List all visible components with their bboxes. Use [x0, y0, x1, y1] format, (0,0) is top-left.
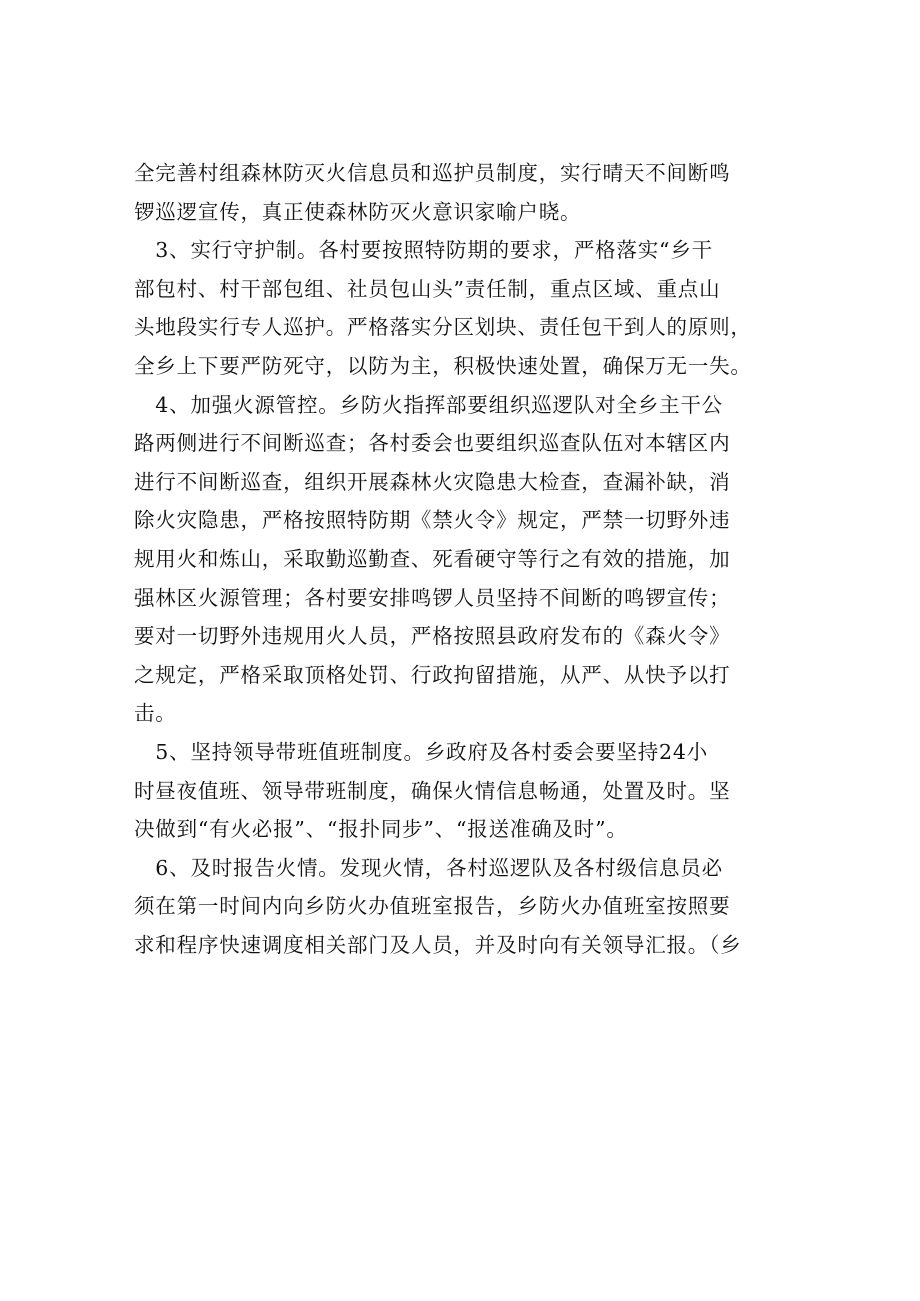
text-line: 部包村、村干部包组、社员包山头”责任制，重点区域、重点山 [134, 276, 721, 301]
text-line: 4、加强火源管控。乡防火指挥部要组织巡逻队对全乡主干公 [134, 392, 723, 417]
text-line: 之规定，严格采取顶格处罚、行政拘留措施，从严、从快予以打 [134, 662, 731, 687]
text-line: 全乡上下要严防死守，以防为主，积极快速处置，确保万无一失。 [134, 353, 752, 378]
text-line: 5、坚持领导带班值班制度。乡政府及各村委会要坚持24小 [134, 739, 709, 764]
text-line: 全完善村组森林防灭火信息员和巡护员制度，实行晴天不间断鸣 [134, 161, 731, 185]
text-line: 要对一切野外违规用火人员，严格按照县政府发布的《森火令》 [134, 624, 731, 649]
text-line: 路两侧进行不间断巡查；各村委会也要组织巡查队伍对本辖区内 [134, 431, 731, 456]
text-line: 头地段实行专人巡护。严格落实分区划块、责任包干到人的原则， [134, 315, 752, 340]
text-line: 进行不间断巡查，组织开展森林火灾隐患大检查，查漏补缺，消 [134, 469, 731, 494]
text-line: 6、及时报告火情。发现火情，各村巡逻队及各村级信息员必 [134, 855, 723, 880]
text-line: 击。 [134, 701, 177, 726]
text-line: 3、实行守护制。各村要按照特防期的要求，严格落实“乡干 [134, 238, 713, 263]
text-line: 时昼夜值班、领导带班制度，确保火情信息畅通，处置及时。坚 [134, 778, 731, 803]
text-line: 规用火和炼山，采取勤巡勤查、死看硬守等行之有效的措施，加 [134, 546, 731, 571]
text-line: 锣巡逻宣传，真正使森林防灭火意识家喻户晓。 [134, 199, 582, 224]
text-line: 强林区火源管理；各村要安排鸣锣人员坚持不间断的鸣锣宣传； [134, 585, 731, 610]
text-line: 须在第一时间内向乡防火办值班室报告，乡防火办值班室按照要 [134, 894, 731, 919]
text-line: 除火灾隐患，严格按照特防期《禁火令》规定，严禁一切野外违 [134, 508, 731, 533]
document-body [134, 154, 786, 964]
text-line: 求和程序快速调度相关部门及人员，并及时向有关领导汇报。（乡 [134, 932, 742, 957]
text-line: 决做到“有火必报”、“报扑同步”、“报送准确及时”。 [134, 817, 628, 842]
